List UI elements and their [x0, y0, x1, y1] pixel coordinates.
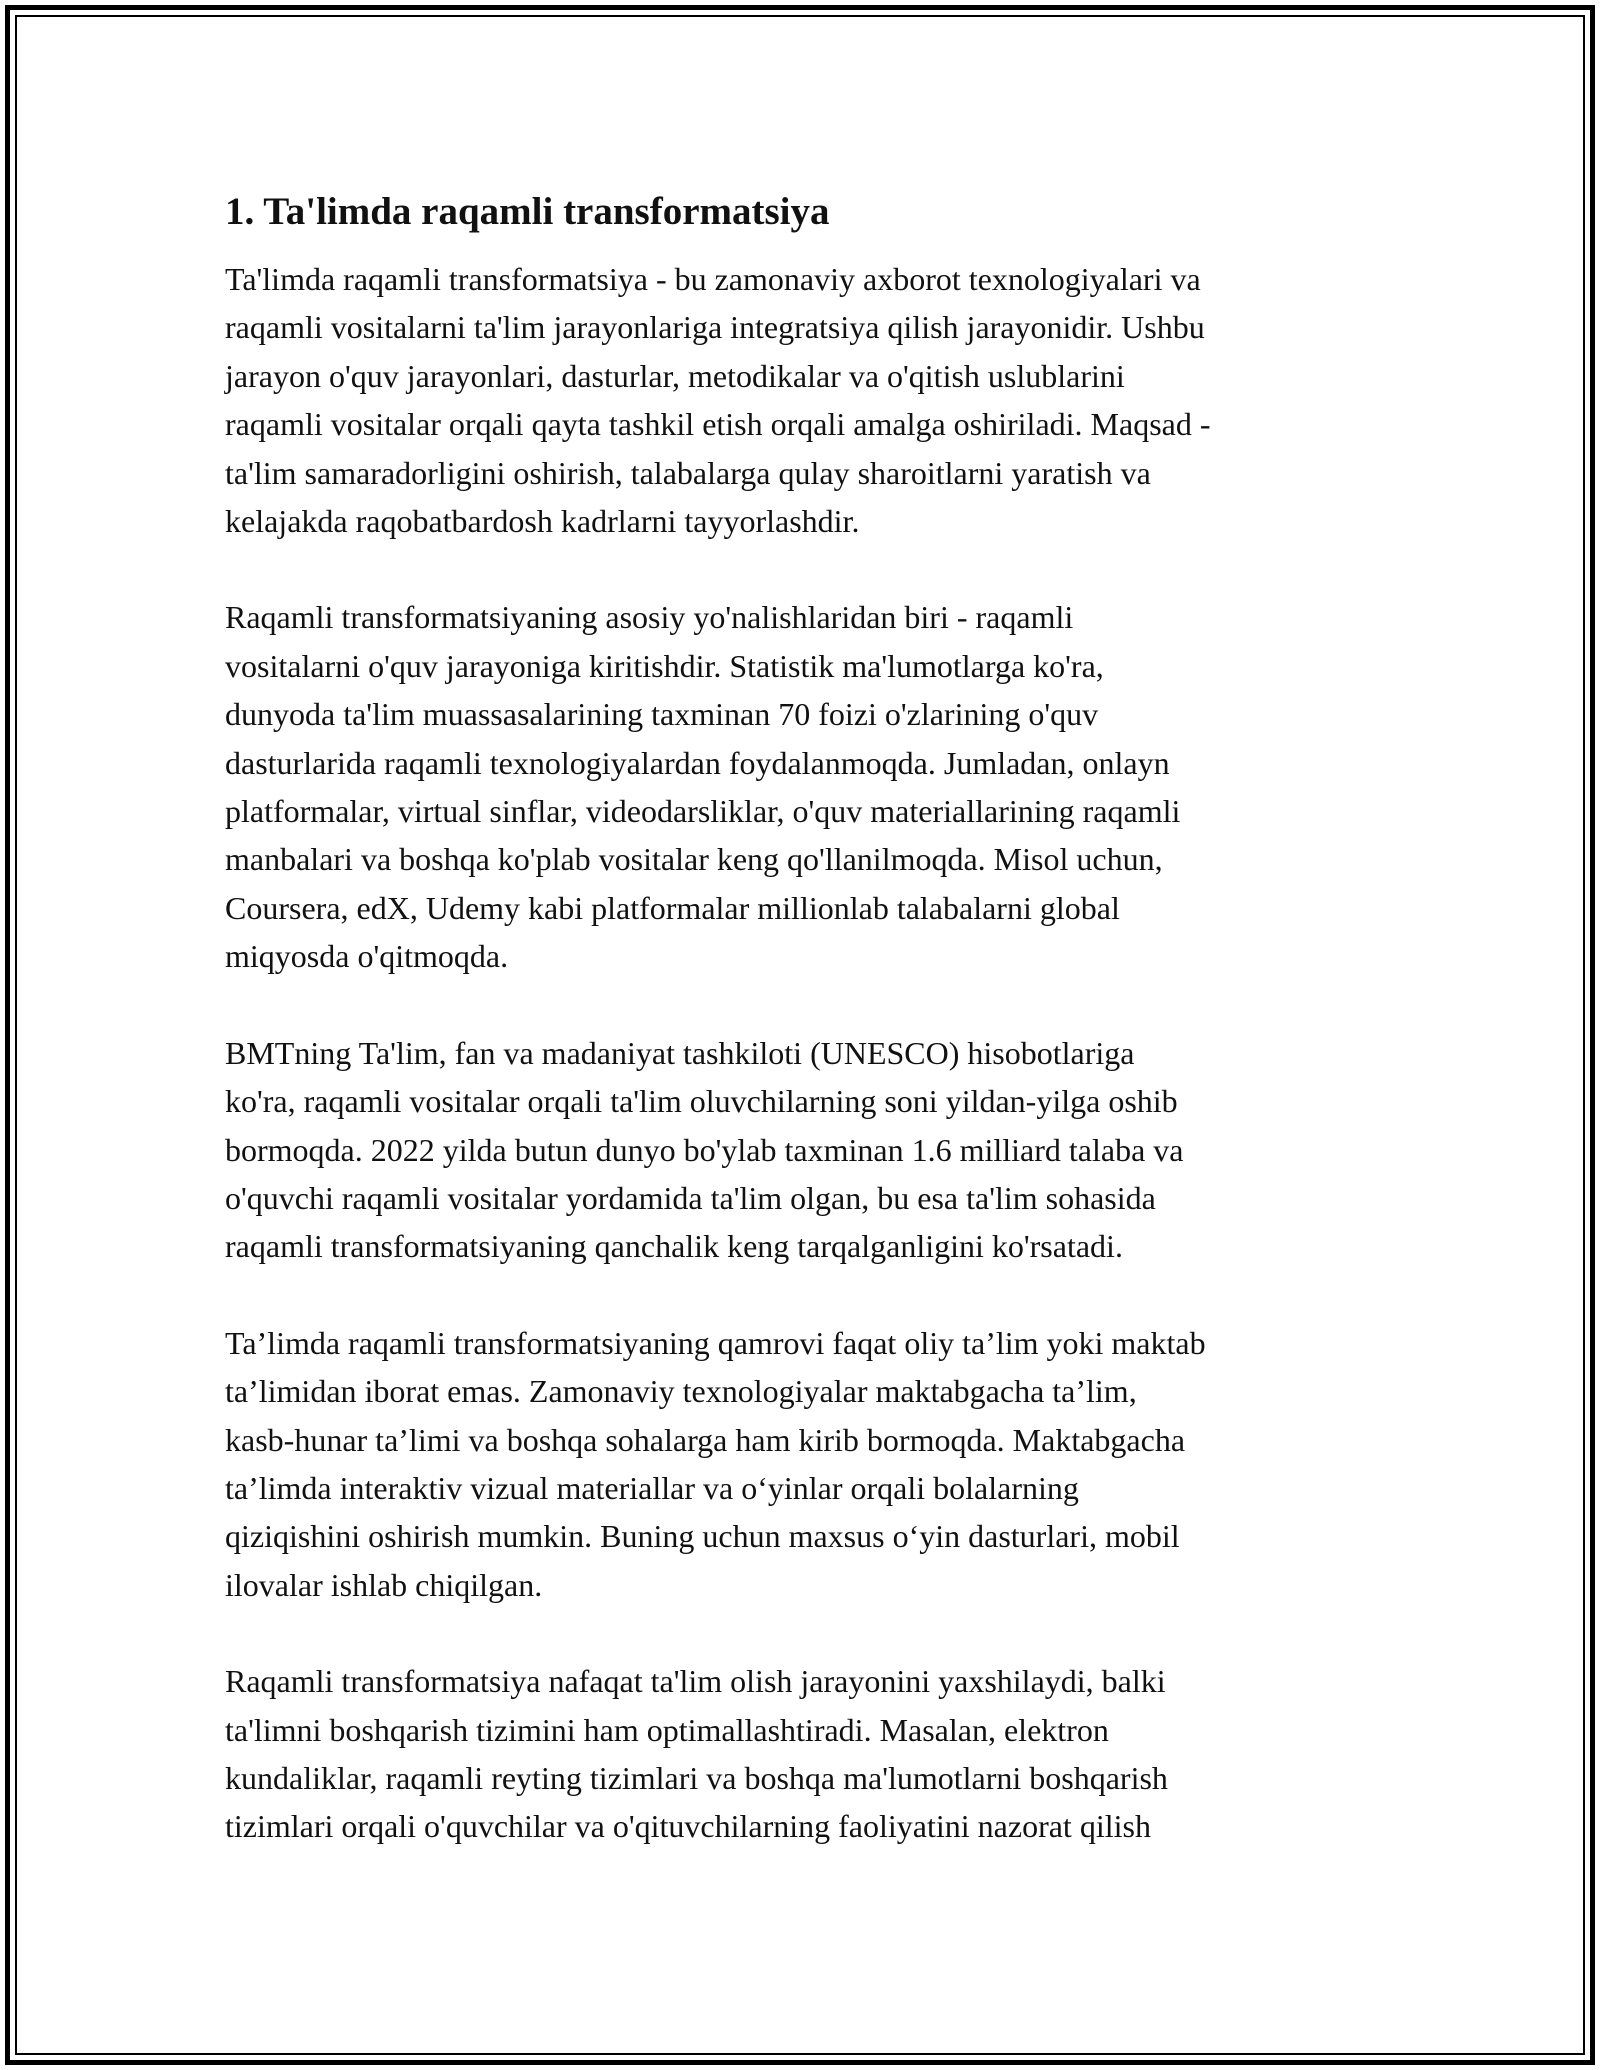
paragraph-3: BMTning Ta'lim, fan va madaniyat tashkiloti (UNESCO) hisobotlariga ko'ra, raqamli vositalar orqali ta'lim oluvchilarning soni yildan-yilga oshib bormoqda. 2022 yilda butun dunyo bo'ylab taxminan 1.6 milliard talaba va o'quvchi raqamli vositalar yordamida ta'lim olgan, bu esa ta'lim sohasida raqamli transformatsiyaning qanchalik keng tarqalganligini ko'rsatadi.	[225, 1034, 1184, 1265]
paragraph-1: Ta'limda raqamli transformatsiya - bu zamonaviy axborot texnologiyalari va raqamli vositalarni ta'lim jarayonlariga integratsiya qilish jarayonidir. Ushbu jarayon o'quv jarayonlari, dasturlar, metodikalar va o'qitish uslublarini raqamli vositalar orqali qayta tashkil etish orqali amalga oshiriladi. Maqsad - ta'lim samaradorligini oshirish, talabalarga qulay sharoitlarni yaratish va kelajakda raqobatbardosh kadrlarni tayyorlashdir.	[225, 261, 1211, 540]
document-body	[225, 187, 1375, 1899]
paragraph-2: Raqamli transformatsiyaning asosiy yo'nalishlaridan biri - raqamli vositalarni o'quv jarayoniga kiritishdir. Statistik ma'lumotlarga ko'ra, dunyoda ta'lim muassasalarining taxminan 70 foizi o'zlarining o'quv dasturlarida raqamli texnologiyalardan foydalanmoqda. Jumladan, onlayn platformalar, virtual sinflar, videodarsliklar, o'quv materiallarining raqamli manbalari va boshqa ko'plab vositalar keng qo'llanilmoqda. Misol uchun, Coursera, edX, Udemy kabi platformalar millionlab talabalarni global miqyosda o'qitmoqda.	[225, 599, 1181, 975]
paragraph-4: Ta’limda raqamli transformatsiyaning qamrovi faqat oliy ta’lim yoki maktab ta’limidan iborat emas. Zamonaviy texnologiyalar maktabgacha ta’lim, kasb-hunar ta’limi va boshqa sohalarga ham kirib bormoqda. Maktabgacha ta’limda interaktiv vizual materiallar va o‘yinlar orqali bolalarning qiziqishini oshirish mumkin. Buning uchun maxsus o‘yin dasturlari, mobil ilovalar ishlab chiqilgan.	[225, 1324, 1206, 1603]
section-heading: 1. Ta'limda raqamli transformatsiya	[225, 190, 830, 233]
paragraph-5: Raqamli transformatsiya nafaqat ta'lim olish jarayonini yaxshilaydi, balki ta'limni boshqarish tizimini ham optimallashtiradi. Masalan, elektron kundaliklar, raqamli reyting tizimlari va boshqa ma'lumotlarni boshqarish tizimlari orqali o'quvchilar va o'qituvchilarning faoliyatini nazorat qilish	[225, 1663, 1168, 1845]
